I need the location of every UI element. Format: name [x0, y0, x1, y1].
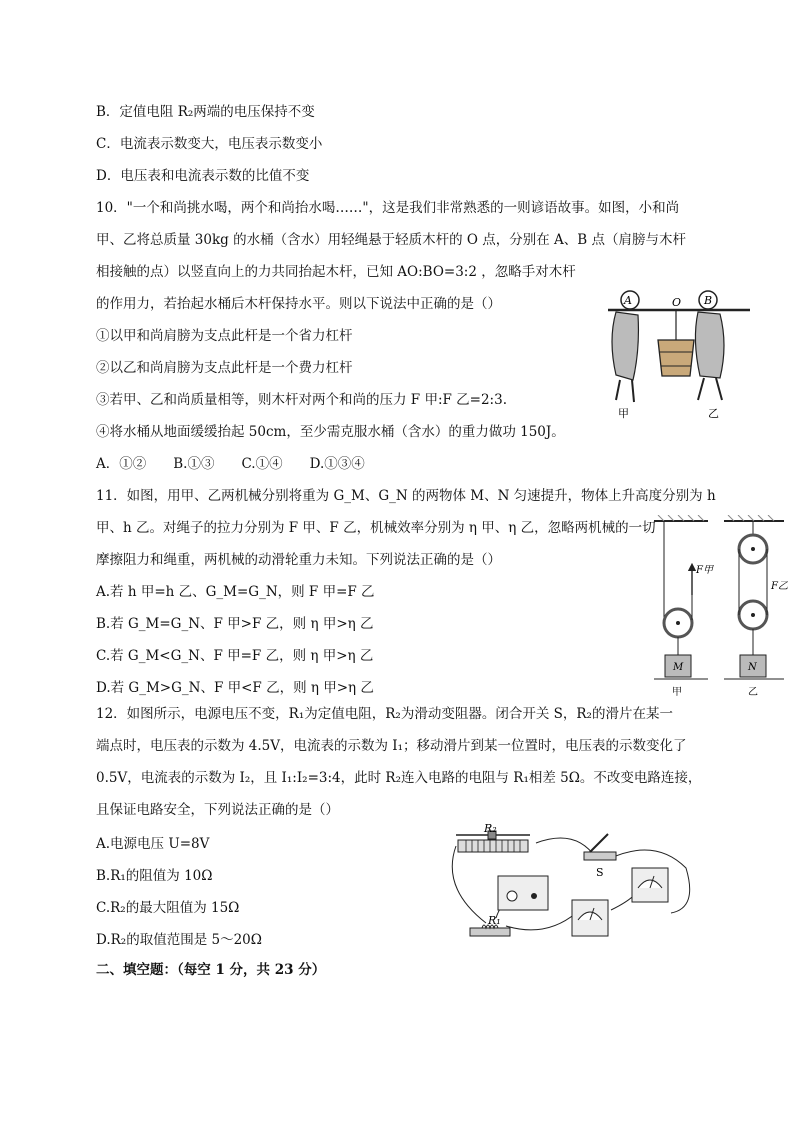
caption-jia: 甲: [672, 687, 682, 698]
mass-m-label: M: [673, 662, 684, 673]
q12-stem-line4: 且保证电路安全，下列说法正确的是（）: [96, 802, 339, 818]
label-a: A: [624, 294, 632, 307]
label-o: O: [672, 296, 682, 309]
q10-statement-1: ①以甲和尚肩膀为支点此杆是一个省力杠杆: [96, 328, 353, 344]
q11-stem-line3: 摩擦阻力和绳重，两机械的动滑轮重力未知。下列说法正确的是（）: [96, 552, 501, 568]
caption-yi: 乙: [748, 687, 758, 698]
r1-label: R₁: [488, 914, 501, 927]
caption-jia: 甲: [618, 407, 629, 420]
switch-label: S: [596, 866, 604, 879]
q10-stem-line1: 10．"一个和尚挑水喝，两个和尚抬水喝……"，这是我们非常熟悉的一则谚语故事。如图，小和尚: [96, 200, 680, 216]
q11-stem-line2: 甲、h 乙。对绳子的拉力分别为 F 甲、F 乙，机械效率分别为 η 甲、η 乙，忽略两机械的一切: [96, 520, 656, 536]
q12-option-d: D.R₂的取值范围是 5～20Ω: [96, 932, 262, 948]
force-yi-label: F乙: [771, 581, 788, 592]
q9-option-d: D．电压表和电流表示数的比值不变: [96, 168, 310, 184]
q10-stem-line3: 相接触的点）以竖直向上的力共同抬起木杆，已知 AO:BO=3:2 ，忽略手对木杆: [96, 264, 576, 280]
force-jia-label: F甲: [696, 565, 713, 576]
q10-stem-line4: 的作用力，若抬起水桶后木杆保持水平。则以下说法中正确的是（）: [96, 296, 501, 312]
q9-option-c: C．电流表示数变大，电压表示数变小: [96, 136, 323, 152]
label-b: B: [704, 294, 713, 307]
q10-statement-3: ③若甲、乙和尚质量相等，则木杆对两个和尚的压力 F 甲:F 乙=2:3.: [96, 392, 507, 408]
q11-option-c: C.若 G_M<G_N、F 甲=F 乙，则 η 甲>η 乙: [96, 648, 374, 664]
circuit-figure: [436, 818, 696, 948]
q12-stem-line1: 12．如图所示，电源电压不变，R₁为定值电阻，R₂为滑动变阻器。闭合开关 S，R₂的滑片在某一: [96, 706, 673, 722]
q12-option-a: A.电源电压 U=8V: [96, 836, 210, 852]
mass-n-label: N: [748, 662, 757, 673]
q9-option-b: B．定值电阻 R₂两端的电压保持不变: [96, 104, 315, 120]
q10-stem-line2: 甲、乙将总质量 30kg 的水桶（含水）用轻绳悬于轻质木杆的 O 点，分别在 A、B 点（肩膀与木杆: [96, 232, 686, 248]
q10-statement-4: ④将水桶从地面缓缓抬起 50cm，至少需克服水桶（含水）的重力做功 150J。: [96, 424, 565, 440]
q10-statement-2: ②以乙和尚肩膀为支点此杆是一个费力杠杆: [96, 360, 353, 376]
pulley-figure: [650, 515, 790, 700]
q10-options: A．①② B.①③ C.①④ D.①③④: [96, 456, 365, 472]
section-fill-in-heading: 二、填空题：（每空 1 分，共 23 分）: [96, 962, 326, 978]
q12-stem-line2: 端点时，电压表的示数为 4.5V，电流表的示数为 I₁；移动滑片到某一位置时，电压表的示数变化了: [96, 738, 687, 754]
monks-lever-figure: [588, 280, 758, 420]
q11-option-b: B.若 G_M=G_N、F 甲>F 乙，则 η 甲>η 乙: [96, 616, 374, 632]
q11-option-d: D.若 G_M>G_N、F 甲<F 乙，则 η 甲>η 乙: [96, 680, 374, 696]
q12-option-c: C.R₂的最大阻值为 15Ω: [96, 900, 240, 916]
q11-stem-line1: 11．如图，用甲、乙两机械分别将重为 G_M、G_N 的两物体 M、N 匀速提升，物体上升高度分别为 h: [96, 488, 716, 504]
q12-option-b: B.R₁的阻值为 10Ω: [96, 868, 213, 884]
caption-yi: 乙: [708, 407, 719, 420]
r2-label: R₂: [484, 822, 497, 835]
q12-stem-line3: 0.5V，电流表的示数为 I₂，且 I₁:I₂=3:4，此时 R₂连入电路的电阻与 R₁相差 5Ω。不改变电路连接，: [96, 770, 702, 786]
q11-option-a: A.若 h 甲=h 乙、G_M=G_N，则 F 甲=F 乙: [96, 584, 375, 600]
